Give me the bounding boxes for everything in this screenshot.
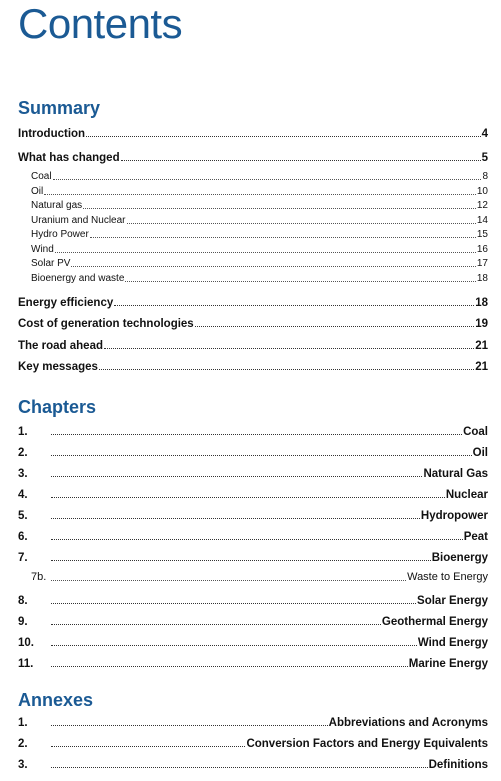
- leader-dots: [83, 208, 476, 209]
- annex-title: Conversion Factors and Energy Equivalents: [246, 738, 488, 750]
- toc-chapter-4[interactable]: [18, 489, 488, 501]
- toc-annex-1[interactable]: [18, 717, 488, 729]
- leader-dots: [127, 223, 476, 224]
- toc-chapter-6[interactable]: [18, 531, 488, 543]
- toc-entry-label: Solar PV: [31, 258, 71, 269]
- toc-entry-energy-efficiency[interactable]: [18, 297, 488, 309]
- toc-subentry-coal[interactable]: [31, 171, 488, 182]
- toc-entry-label: Key messages: [18, 361, 98, 373]
- toc-chapter-10[interactable]: [18, 637, 488, 649]
- chapter-title: Peat: [463, 531, 488, 543]
- chapter-title: Marine Energy: [408, 658, 488, 670]
- chapter-title: Natural Gas: [423, 468, 488, 480]
- leader-dots: [51, 560, 431, 561]
- toc-annex-3[interactable]: [18, 759, 488, 771]
- chapter-number: 5.: [18, 510, 28, 522]
- toc-subentry-uranium-nuclear[interactable]: [31, 215, 488, 226]
- toc-entry-what-has-changed[interactable]: [18, 152, 488, 164]
- chapter-number: 3.: [18, 468, 28, 480]
- leader-dots: [104, 348, 474, 349]
- annexes-heading: Annexes: [18, 690, 94, 710]
- chapter-title: Waste to Energy: [407, 571, 488, 583]
- toc-chapter-7b[interactable]: [31, 571, 488, 583]
- annex-number: 3.: [18, 759, 28, 771]
- leader-dots: [121, 160, 481, 161]
- toc-chapter-3[interactable]: [18, 468, 488, 480]
- leader-dots: [51, 725, 328, 726]
- leader-dots: [51, 497, 445, 498]
- leader-dots: [51, 666, 408, 667]
- toc-chapter-1[interactable]: [18, 426, 488, 438]
- leader-dots: [51, 645, 417, 646]
- toc-entry-label: Hydro Power: [31, 229, 89, 240]
- chapter-number: 7b.: [31, 571, 47, 583]
- chapter-title: Geothermal Energy: [381, 616, 488, 628]
- toc-entry-road-ahead[interactable]: [18, 340, 488, 352]
- toc-page-number: 18: [476, 272, 488, 284]
- chapter-number: 4.: [18, 489, 28, 501]
- leader-dots: [51, 476, 422, 477]
- toc-entry-key-messages[interactable]: [18, 361, 488, 373]
- leader-dots: [44, 194, 476, 195]
- annex-title: Abbreviations and Acronyms: [328, 717, 488, 729]
- toc-subentry-hydro-power[interactable]: [31, 229, 488, 240]
- toc-chapter-9[interactable]: [18, 616, 488, 628]
- toc-page-number: 19: [475, 318, 488, 330]
- chapter-title: Coal: [463, 426, 488, 438]
- chapter-title: Solar Energy: [417, 595, 488, 607]
- leader-dots: [51, 580, 406, 581]
- chapter-number: 7.: [18, 552, 28, 564]
- toc-page-number: 8: [482, 171, 488, 182]
- toc-page-number: 4: [481, 128, 488, 140]
- toc-entry-label: Natural gas: [31, 200, 83, 211]
- toc-annex-2[interactable]: [18, 738, 488, 750]
- toc-page-number: 15: [476, 229, 488, 240]
- toc-entry-label: Cost of generation technologies: [18, 318, 194, 330]
- toc-page-number: 14: [476, 214, 488, 226]
- toc-subentry-bioenergy-waste[interactable]: [31, 273, 488, 284]
- leader-dots: [51, 603, 416, 604]
- leader-dots: [53, 179, 482, 180]
- toc-page-number: 12: [476, 200, 488, 211]
- toc-page-number: 18: [475, 297, 488, 309]
- toc-entry-label: Oil: [31, 185, 44, 197]
- leader-dots: [51, 624, 381, 625]
- toc-entry-introduction[interactable]: [18, 128, 488, 140]
- leader-dots: [99, 369, 474, 370]
- toc-entry-label: Introduction: [18, 128, 86, 140]
- toc-entry-label: The road ahead: [18, 340, 103, 352]
- toc-page-number: 21: [475, 340, 488, 352]
- annex-title: Definitions: [428, 759, 488, 771]
- toc-chapter-2[interactable]: [18, 447, 488, 459]
- leader-dots: [51, 455, 472, 456]
- summary-heading: Summary: [18, 98, 101, 118]
- chapters-heading: Chapters: [18, 397, 97, 417]
- leader-dots: [90, 237, 476, 238]
- chapter-title: Hydropower: [420, 510, 488, 522]
- annex-number: 1.: [18, 717, 28, 729]
- toc-entry-label: Wind: [31, 243, 54, 255]
- toc-page-number: 17: [476, 258, 488, 269]
- leader-dots: [195, 326, 474, 327]
- leader-dots: [55, 252, 476, 253]
- leader-dots: [114, 305, 474, 306]
- toc-entry-label: Coal: [31, 171, 52, 182]
- toc-subentry-wind[interactable]: [31, 244, 488, 255]
- leader-dots: [51, 518, 420, 519]
- toc-page-number: 21: [475, 361, 488, 373]
- toc-page-number: 10: [476, 185, 488, 197]
- toc-chapter-5[interactable]: [18, 510, 488, 522]
- toc-entry-label: Bioenergy and waste: [31, 272, 125, 284]
- toc-chapter-11[interactable]: [18, 658, 488, 670]
- toc-subentry-solar-pv[interactable]: [31, 258, 488, 269]
- leader-dots: [86, 136, 481, 137]
- leader-dots: [51, 746, 245, 747]
- chapter-number: 9.: [18, 616, 28, 628]
- toc-subentry-natural-gas[interactable]: [31, 200, 488, 211]
- toc-subentry-oil[interactable]: [31, 186, 488, 197]
- page-title: Contents: [18, 0, 183, 47]
- toc-chapter-8[interactable]: [18, 595, 488, 607]
- leader-dots: [125, 281, 475, 282]
- toc-page-number: 16: [476, 243, 488, 255]
- toc-entry-label: Energy efficiency: [18, 297, 114, 309]
- chapter-title: Wind Energy: [417, 637, 488, 649]
- toc-page-number: 5: [481, 152, 488, 164]
- toc-chapter-7[interactable]: [18, 552, 488, 564]
- leader-dots: [51, 767, 428, 768]
- chapter-number: 1.: [18, 426, 28, 438]
- leader-dots: [51, 434, 462, 435]
- chapter-number: 11.: [18, 658, 34, 670]
- toc-entry-cost-of-generation[interactable]: [18, 318, 488, 330]
- chapter-title: Bioenergy: [431, 552, 488, 564]
- chapter-number: 10.: [18, 637, 34, 649]
- annex-number: 2.: [18, 738, 28, 750]
- chapter-number: 6.: [18, 531, 28, 543]
- toc-entry-label: What has changed: [18, 152, 120, 164]
- chapter-number: 2.: [18, 447, 28, 459]
- leader-dots: [71, 266, 475, 267]
- chapter-title: Nuclear: [445, 489, 488, 501]
- toc-entry-label: Uranium and Nuclear: [31, 214, 126, 226]
- chapter-title: Oil: [472, 447, 488, 459]
- leader-dots: [51, 539, 463, 540]
- chapter-number: 8.: [18, 595, 28, 607]
